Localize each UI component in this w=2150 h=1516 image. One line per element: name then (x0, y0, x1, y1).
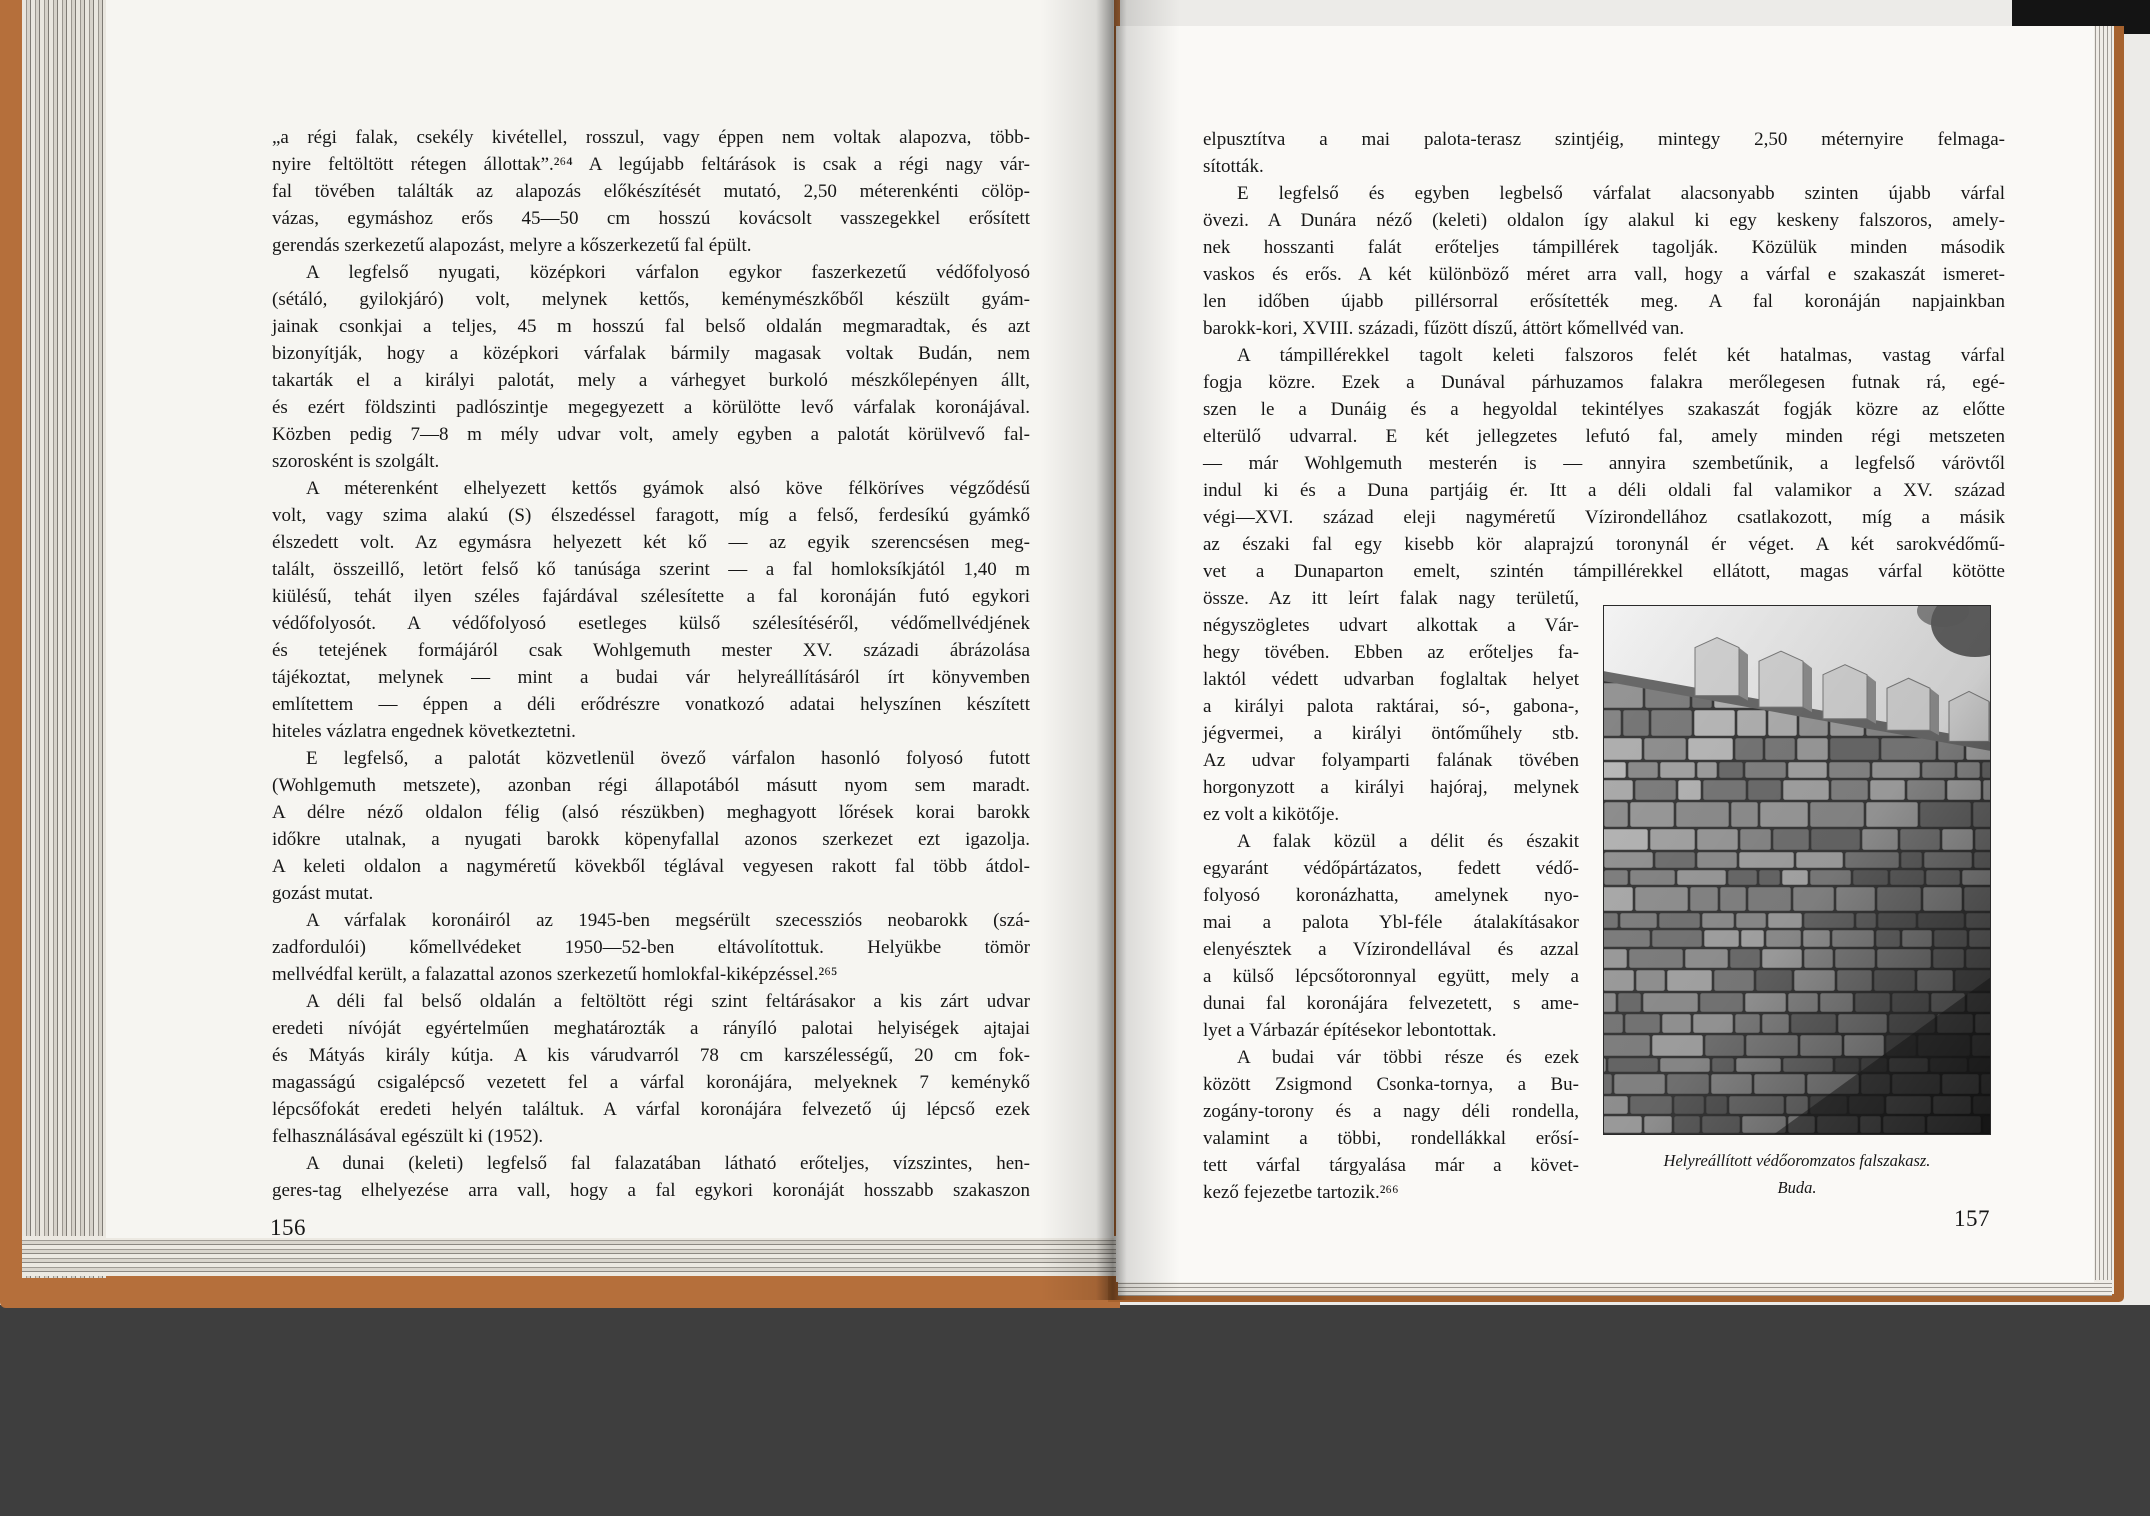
page-edges-left (22, 0, 106, 1278)
right-page-line: egyaránt védőpártázatos, fedett védő- (1203, 858, 1579, 879)
figure-caption-line: Buda. (1777, 1178, 1817, 1197)
left-page-line: A délre néző oldalon félig (alsó részükben) meghagyott lőrések korai barokk (272, 802, 1030, 823)
right-page-line: tett várfal tárgyalása már a követ- (1203, 1155, 1579, 1176)
right-page-line: kező fejezetbe tartozik.²⁶⁶ (1203, 1182, 1399, 1203)
left-page-line: talált, összeillő, letört felső kő tanúsága szerint — a fal homloksíkjától 1,40 m (272, 559, 1030, 580)
left-page-line: védőfolyosót. A védőfolyosó esetleges külső szélesítéséről, védőmellvédjének (272, 613, 1030, 634)
left-page-line: E legfelső, a palotát közvetlenül övező várfalon hasonló folyosó futott (306, 748, 1030, 769)
left-page-line: A várfalak koronáiról az 1945-ben megsérült szecessziós neobarokk (szá- (306, 910, 1030, 931)
right-page-line: elterülő udvarral. E két jellegzetes lefutó fal, amely minden régi metszeten (1203, 426, 2005, 447)
right-page-line: laktól védett udvarban foglaltak helyet (1203, 669, 1579, 690)
right-page-line: hegy tövében. Ebben az erőteljes fa- (1203, 642, 1579, 663)
right-page-line: A támpillérekkel tagolt keleti falszoros felét két hatalmas, vastag várfal (1237, 345, 2005, 366)
right-page-line: zogány-torony és a nagy déli rondella, (1203, 1101, 1579, 1122)
right-page-line: össze. Az itt leírt falak nagy területű, (1203, 588, 1579, 609)
left-page-line: lépcsőfokát eredeti helyén találtuk. A várfal koronájára felvezető új lépcső ezek (272, 1099, 1030, 1120)
left-page-line: A legfelső nyugati, középkori várfalon egykor faszerkezetű védőfolyosó (306, 262, 1030, 283)
left-page-line: és ezért földszinti padlószintje megegyezett a körülötte levő várfalak koronájával. (272, 397, 1030, 418)
right-page-line: dunai fal koronájára felvezetett, s ame- (1203, 993, 1579, 1014)
left-page-line: (sétáló, gyilokjáró) volt, melynek kettős, keménymészkőből készült gyám- (272, 289, 1030, 310)
right-page-line: — már Wohlgemuth mesterén is — annyira szembetűnik, a legfelső várövtől (1203, 453, 2005, 474)
left-page-line: kiülésű, tehát ilyen széles fajárdával szélesítette a fal koronáján futó egykori (272, 586, 1030, 607)
left-page-line: időkre utalnak, a nyugati barokk köpenyfallal azonos szerkezet ezt igazolja. (272, 829, 1030, 850)
page-edges-bottom-right (1118, 1280, 2112, 1296)
left-page-line: volt, vagy szima alakú (S) élszedéssel faragott, míg a felső, ferdesíkú gyámkő (272, 505, 1030, 526)
left-page-line: nyire feltöltött rétegen állottak”.²⁶⁴ A legújabb feltárások is csak a régi nagy vár- (272, 154, 1030, 175)
right-page-line: len időben újabb pillérsorral erősítették meg. A fal koronáján napjainkban (1203, 291, 2005, 312)
right-page-line: az északi fal egy kisebb kör alaprajzú toronynál ér véget. A két sarokvédőmű- (1203, 534, 2005, 555)
figure-caption-line: Helyreállított védőoromzatos falszakasz. (1663, 1151, 1931, 1170)
right-page-line: A budai vár többi része és ezek (1237, 1047, 1579, 1068)
right-page-line: elpusztítva a mai palota-terasz szintjéig, mintegy 2,50 méternyire felmaga- (1203, 129, 2005, 150)
page-number-left: 156 (270, 1215, 306, 1240)
left-page-text (272, 124, 1030, 1214)
right-page-line: nek hosszanti falát erőteljes támpillérek tagolják. Közülük minden második (1203, 237, 2005, 258)
right-page-line: folyosó koronázhatta, amelynek nyo- (1203, 885, 1579, 906)
right-page-line: négyszögletes udvart alkottak a Vár- (1203, 615, 1579, 636)
left-page-line: gozást mutat. (272, 883, 374, 904)
wall-photo (1603, 605, 1991, 1135)
left-page-line: élszedett volt. Az egymásra helyezett két kő — az egyik szerencsésen meg- (272, 532, 1030, 553)
left-page-line: tájékoztat, melynek — mint a budai vár helyreállításáról írt könyvemben (272, 667, 1030, 688)
left-page-line: mellvédfal került, a falazattal azonos szerkezetű homlokfal-kiképzéssel.²⁶⁵ (272, 964, 838, 985)
left-page-line: és Mátyás király kútja. A kis várudvarról 78 cm karszélességű, 20 cm fok- (272, 1045, 1030, 1066)
left-page-line: A dunai (keleti) legfelső fal falazatában látható erőteljes, vízszintes, hen- (306, 1153, 1030, 1174)
right-page-line: övezi. A Dunára néző (keleti) oldalon így alakul ki egy keskeny falszoros, amely- (1203, 210, 2005, 231)
left-page-line: zadfordulói) kőmellvédeket 1950—52-ben eltávolítottuk. Helyükbe tömör (272, 937, 1030, 958)
left-page-line: Közben pedig 7—8 m mély udvar volt, amely egyben a palotát körülvevő fal- (272, 424, 1030, 445)
right-page-line: elenyésztek a Vízirondellával és azzal (1203, 939, 1579, 960)
right-page-line: E legfelső és egyben legbelső várfalat alacsonyabb szinten újabb várfal (1237, 183, 2005, 204)
right-page-line: horgonyzott a királyi hajóraj, melynek (1203, 777, 1579, 798)
right-page-line: sították. (1203, 156, 1264, 177)
right-page-line: A falak közül a délit és északit (1237, 831, 1579, 852)
right-page-line: szen le a Dunáig és a hegyoldal tekintélyes szakaszát fogják közre az előtte (1203, 399, 2005, 420)
page-edges-bottom-left (22, 1236, 1118, 1276)
right-page-line: indul ki és a Duna partjáig ér. Itt a déli oldali fal valamikor a XV. század (1203, 480, 2005, 501)
left-page-line: említettem — éppen a déli erődrészre vonatkozó adatai helyszínen készített (272, 694, 1030, 715)
left-page-line: takarták el a királyi palotát, mely a várhegyet burkoló mészkőlepényen állt, (272, 370, 1030, 391)
left-page-line: felhasználásával egészült ki (1952). (272, 1126, 544, 1147)
page-edges-right (2092, 26, 2114, 1294)
right-page-line: barokk-kori, XVIII. századi, fűzött díszű, áttört kőmellvéd van. (1203, 318, 1685, 339)
figure-caption (1603, 1147, 1991, 1201)
right-page-line: között Zsigmond Csonka-tornya, a Bu- (1203, 1074, 1579, 1095)
left-page-line: (Wohlgemuth metszete), azonban régi állapotából másutt nyom sem maradt. (272, 775, 1030, 796)
left-page-line: és tetejének formájáról csak Wohlgemuth mester XV. századi ábrázolása (272, 640, 1030, 661)
right-page-line: vet a Dunaparton emelt, szintén támpillérekkel ellátott, magas várfal kötötte (1203, 561, 2005, 582)
left-page-line: geres-tag elhelyezése arra vall, hogy a fal egykori koronáját hosszabb szakaszon (272, 1180, 1030, 1201)
left-page-line: szorosként is szolgált. (272, 451, 440, 472)
right-page-line: a királyi palota raktárai, só-, gabona-, (1203, 696, 1579, 717)
right-page-line: Az udvar folyamparti falának tövében (1203, 750, 1579, 771)
scanner-background (0, 1305, 2150, 1516)
right-page-line: ez volt a kikötője. (1203, 804, 1340, 825)
left-page-line: „a régi falak, csekély kivétellel, rosszul, vagy éppen nem voltak alapozva, több- (272, 127, 1030, 148)
left-page-line: jainak csonkjai a teljes, 45 m hosszú fal belső oldalán megmaradtak, és azt (272, 316, 1030, 337)
right-page-line: valamint a többi, rondellákkal erősí- (1203, 1128, 1579, 1149)
left-page-line: A méterenként elhelyezett kettős gyámok alsó köve félköríves végződésű (306, 478, 1030, 499)
left-page-line: magasságú csigalépcső vezetett fel a várfal koronájára, melyeknek 7 keménykő (272, 1072, 1030, 1093)
right-page-line: a külső lépcsőtoronnyal együtt, mely a (1203, 966, 1579, 987)
right-page-line: mai a palota Ybl-féle átalakításakor (1203, 912, 1579, 933)
right-page-line: vaskos és erős. A két különböző méret arra vall, hogy a várfal e szakaszát ismeret- (1203, 264, 2005, 285)
left-page-line: vázas, egymáshoz erős 45—50 cm hosszú kovácsolt vasszegekkel erősített (272, 208, 1030, 229)
left-page-line: A keleti oldalon a nagyméretű kövekből téglával vegyesen rakott fal több átdol- (272, 856, 1030, 877)
left-page-line: bizonyítják, hogy a középkori várfalak bármily magasak voltak Budán, nem (272, 343, 1030, 364)
left-page-line: gerendás szerkezetű alapozást, melyre a kőszerkezetű fal épült. (272, 235, 752, 256)
right-page-line: jégvermei, a királyi öntőműhely stb. (1203, 723, 1579, 744)
right-page-line: lyet a Várbazár építésekor lebontottak. (1203, 1020, 1497, 1041)
left-page-line: fal tövében találták az alapozás előkészítését mutató, 2,50 méterenkénti cölöp- (272, 181, 1030, 202)
right-page-line: fogja közre. Ezek a Dunával párhuzamos falakra merőlegesen futnak rá, egé- (1203, 372, 2005, 393)
page-number-right: 157 (1954, 1206, 1990, 1231)
left-page-line: eredeti nívóját egyértelműen meghatározták a rányíló palotai helyiségek ajtajai (272, 1018, 1030, 1039)
left-page-line: hiteles vázlatra engednek következtetni. (272, 721, 576, 742)
right-page-line: végi—XVI. század eleji nagyméretű Vízirondellához csatlakozott, míg a másik (1203, 507, 2005, 528)
photo-shading (1603, 605, 1991, 1135)
figure (1603, 605, 1991, 1135)
left-page-line: A déli fal belső oldalán a feltöltött régi szint feltárásakor a kis zárt udvar (306, 991, 1030, 1012)
